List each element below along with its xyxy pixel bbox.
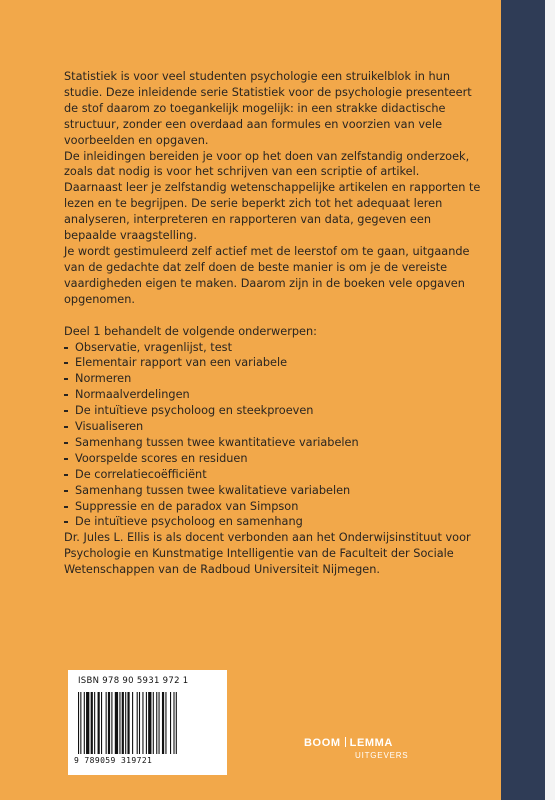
barcode-bar [142, 692, 143, 754]
barcode-bar [108, 692, 110, 754]
barcode-bar [125, 692, 126, 754]
barcode-bar [173, 692, 174, 754]
barcode-bar [132, 692, 133, 754]
barcode-bar [139, 692, 140, 754]
blurb-paragraph-4: Je wordt gestimuleerd zelf actief met de leerstof om te gaan, uitgaande van de gedachte dat zelf doen de beste manier is om je de vereiste vaardigheden eigen te maken. Daarom zijn in de boeken vele opgaven opgenomen. [64, 244, 470, 306]
list-item: Normaalverdelingen [64, 387, 484, 403]
barcode-bar [106, 692, 107, 754]
barcode-bar [148, 692, 151, 754]
barcode-bar [127, 692, 129, 754]
author-bio: Dr. Jules L. Ellis is als docent verbonden aan het Onderwijsinstituut voor Psychologie en Kunstmatige Intelligentie van de Faculteit der Sociale Wetenschappen van de Radboud Universiteit Nijmegen. [64, 531, 471, 577]
list-item: Normeren [64, 371, 484, 387]
barcode-bar [156, 692, 157, 754]
list-item: De correlatiecoëfficiënt [64, 467, 484, 483]
barcode-bar [137, 692, 138, 754]
list-item: Suppressie en de paradox van Simpson [64, 499, 484, 515]
blurb-text [64, 69, 484, 578]
barcode-bar [98, 692, 100, 754]
barcode-bar [165, 692, 166, 754]
barcode-bar [153, 692, 154, 754]
barcode-bar [170, 692, 171, 754]
barcode-bar [86, 692, 89, 754]
book-spine [501, 0, 545, 800]
list-item: Samenhang tussen twee kwantitatieve variabelen [64, 435, 484, 451]
list-item: Voorspelde scores en residuen [64, 451, 484, 467]
barcode-bar [146, 692, 147, 754]
barcode-label [68, 670, 227, 775]
barcode-bar [80, 692, 81, 754]
list-item: Samenhang tussen twee kwalitatieve variabelen [64, 483, 484, 499]
blurb-paragraph-1: Statistiek is voor veel studenten psychologie een struikelblok in hun studie. Deze inleidende serie Statistiek voor de psychologie presenteert de stof daarom zo toegankelijk mogelijk: in een strakke didactische structuur, zonder een overdaad aan formules en voorzien van vele voorbeelden en opgaven. [64, 70, 472, 147]
barcode-bar [115, 692, 118, 754]
topics-list [64, 340, 484, 531]
list-item: Elementair rapport van een variabele [64, 355, 484, 371]
barcode-bar [101, 692, 102, 754]
blurb-paragraph-2: De inleidingen bereiden je voor op het doen van zelfstandig onderzoek, zoals dat nodig is voor het schrijven van een scriptie of artikel. [64, 149, 470, 179]
publisher-divider [345, 737, 346, 747]
isbn-text: ISBN 978 90 5931 972 1 [78, 676, 189, 686]
list-item: De intuïtieve psycholoog en steekproeven [64, 403, 484, 419]
barcode-bar [91, 692, 93, 754]
barcode-bar [176, 692, 177, 754]
barcode-bar [159, 692, 160, 754]
barcode-graphic [78, 692, 218, 754]
publisher-logo [304, 737, 408, 760]
barcode-bar [111, 692, 112, 754]
publisher-name-right: LEMMA [349, 737, 393, 749]
blurb-paragraph-3: Daarnaast leer je zelfstandig wetenschappelijke artikelen en rapporten te lezen en te begrijpen. De serie beperkt zich tot het adequaat leren analyseren, interpreteren en rapporteren van data, gegeven een bepaalde vraagstelling. [64, 181, 481, 243]
list-item: Observatie, vragenlijst, test [64, 340, 484, 356]
list-item: De intuïtieve psycholoog en samenhang [64, 514, 484, 530]
list-item: Visualiseren [64, 419, 484, 435]
publisher-subtitle: UITGEVERS [355, 751, 409, 760]
barcode-bar [162, 692, 164, 754]
page-edge [545, 0, 555, 800]
barcode-bar [94, 692, 95, 754]
topics-intro: Deel 1 behandelt de volgende onderwerpen: [64, 324, 317, 338]
barcode-digits: 9 789059 319721 [74, 756, 153, 765]
barcode-bar [84, 692, 85, 754]
barcode-bar [78, 692, 79, 754]
barcode-bar [119, 692, 120, 754]
publisher-name-left: BOOM [304, 737, 341, 749]
barcode-bar [122, 692, 124, 754]
